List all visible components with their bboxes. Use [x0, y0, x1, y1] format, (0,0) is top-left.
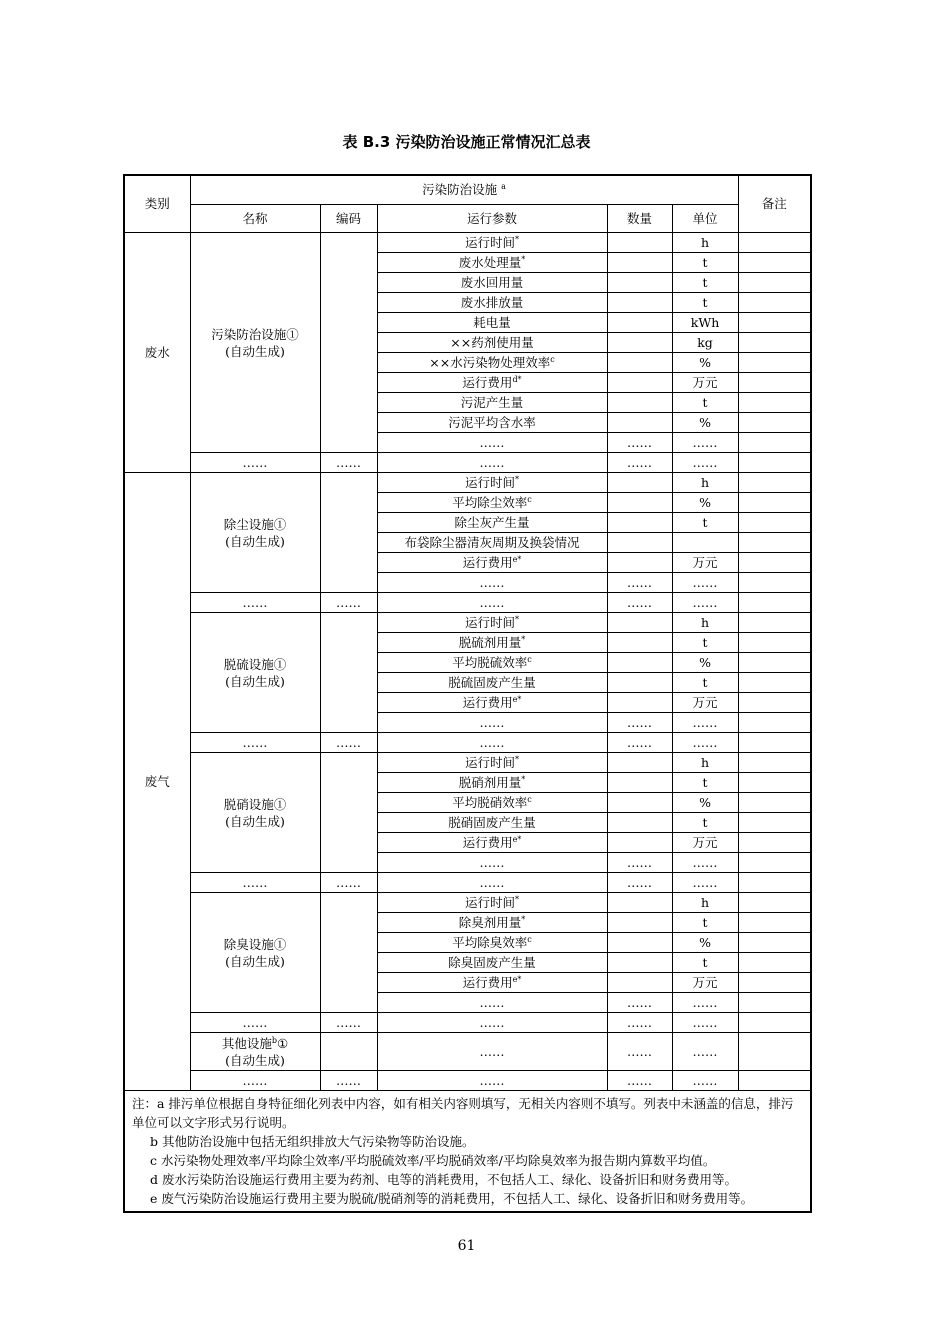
gas.dust-name-cell — [190, 473, 320, 593]
remark-cell — [738, 913, 811, 933]
qty-cell — [607, 373, 672, 393]
param-cell — [377, 293, 607, 313]
param-sup: * — [521, 774, 526, 784]
qty-cell — [607, 773, 672, 793]
name-ellipsis: …… — [190, 1071, 320, 1091]
remark-cell — [738, 593, 811, 613]
table-row — [124, 873, 811, 893]
param-sup: * — [515, 614, 519, 624]
unit-cell: t — [672, 953, 738, 973]
note-d: d 废水污染防治设施运行费用主要为药剂、电等的消耗费用，不包括人工、绿化、设备折旧和财务费用等。 — [150, 1172, 737, 1187]
code-ellipsis: …… — [320, 1071, 377, 1091]
code-ellipsis: …… — [320, 593, 377, 613]
qty-cell — [607, 253, 672, 273]
unit-ellipsis: …… — [672, 573, 738, 593]
remark-cell — [738, 1013, 811, 1033]
facility-summary-table — [123, 174, 812, 1213]
name-ellipsis: …… — [190, 593, 320, 613]
param-sup: e* — [512, 834, 522, 844]
remark-cell — [738, 573, 811, 593]
remark-cell — [738, 313, 811, 333]
unit-cell: kWh — [672, 313, 738, 333]
table-row — [124, 733, 811, 753]
param-cell — [377, 913, 607, 933]
param-label: 废水回用量 — [460, 274, 524, 290]
param-label: 运行费用 — [462, 554, 513, 570]
remark-cell — [738, 493, 811, 513]
param-label: 污泥产生量 — [460, 394, 524, 410]
gas.other-facility-name: 其他设施 — [221, 1035, 272, 1051]
unit-ellipsis: …… — [672, 853, 738, 873]
param-label: 平均除臭效率 — [452, 934, 528, 950]
param-ellipsis: …… — [377, 993, 607, 1013]
unit-ellipsis: …… — [672, 993, 738, 1013]
unit-cell: 万元 — [672, 973, 738, 993]
header-code: 编码 — [320, 205, 377, 233]
qty-ellipsis: …… — [607, 733, 672, 753]
header-param: 运行参数 — [377, 205, 607, 233]
code-cell — [320, 233, 377, 453]
name-ellipsis: …… — [190, 453, 320, 473]
qty-cell — [607, 613, 672, 633]
page-number: 61 — [457, 1238, 476, 1254]
param-label: 脱硝剂用量 — [458, 774, 522, 790]
remark-cell — [738, 933, 811, 953]
qty-cell — [607, 393, 672, 413]
header-facility-group-sup: a — [501, 181, 506, 191]
unit-cell: h — [672, 893, 738, 913]
note-c: c 水污染物处理效率/平均除尘效率/平均脱硫效率/平均脱硝效率/平均除臭效率为报告期内算数平均值。 — [150, 1153, 716, 1168]
param-sup: c — [550, 354, 555, 364]
param-ellipsis: …… — [377, 853, 607, 873]
qty-cell — [607, 673, 672, 693]
remark-cell — [738, 513, 811, 533]
code-cell — [320, 473, 377, 593]
param-label: 耗电量 — [473, 314, 511, 330]
table-body — [124, 233, 811, 1213]
qty-cell — [607, 653, 672, 673]
category-gas: 废气 — [124, 473, 190, 1091]
unit-cell: % — [672, 493, 738, 513]
remark-cell — [738, 673, 811, 693]
table-row — [124, 1013, 811, 1033]
note-e: e 废气污染防治设施运行费用主要为脱硫/脱硝剂等的消耗费用，不包括人工、绿化、设备折旧和财务费用等。 — [150, 1191, 754, 1206]
param-ellipsis: …… — [377, 1013, 607, 1033]
remark-cell — [738, 453, 811, 473]
remark-cell — [738, 793, 811, 813]
param-cell — [377, 553, 607, 573]
param-label: 运行费用 — [462, 694, 513, 710]
param-cell — [377, 513, 607, 533]
table-row — [124, 893, 811, 913]
remark-cell — [738, 833, 811, 853]
gas.dust-auto-label: (自动生成) — [225, 533, 285, 549]
gas.denitr-name-cell — [190, 753, 320, 873]
qty-cell — [607, 553, 672, 573]
param-cell — [377, 673, 607, 693]
param-label: 运行费用 — [462, 834, 513, 850]
unit-cell: t — [672, 393, 738, 413]
param-cell — [377, 313, 607, 333]
table-row — [124, 473, 811, 493]
param-cell — [377, 933, 607, 953]
qty-cell — [607, 233, 672, 253]
unit-cell: t — [672, 513, 738, 533]
param-cell — [377, 233, 607, 253]
param-sup: e* — [512, 554, 522, 564]
param-ellipsis: …… — [377, 873, 607, 893]
param-label: ××水污染物处理效率 — [429, 354, 551, 370]
qty-ellipsis: …… — [607, 853, 672, 873]
qty-ellipsis: …… — [607, 1033, 672, 1071]
table-row — [124, 453, 811, 473]
unit-cell: % — [672, 653, 738, 673]
param-sup: * — [515, 234, 519, 244]
param-sup: * — [521, 914, 526, 924]
water-name-cell — [190, 233, 320, 453]
remark-cell — [738, 273, 811, 293]
unit-ellipsis: …… — [672, 1033, 738, 1071]
table-row — [124, 753, 811, 773]
remark-cell — [738, 333, 811, 353]
param-cell — [377, 893, 607, 913]
unit-cell: 万元 — [672, 833, 738, 853]
remark-cell — [738, 413, 811, 433]
gas.denitr-facility-name: 脱硝设施① — [223, 796, 287, 812]
param-label: 脱硫剂用量 — [458, 634, 522, 650]
remark-cell — [738, 653, 811, 673]
unit-cell: h — [672, 753, 738, 773]
unit-cell: t — [672, 913, 738, 933]
qty-cell — [607, 513, 672, 533]
code-ellipsis: …… — [320, 733, 377, 753]
param-cell — [377, 373, 607, 393]
qty-cell — [607, 813, 672, 833]
param-label: 除臭固废产生量 — [448, 954, 536, 970]
param-sup: c — [527, 934, 532, 944]
remark-cell — [738, 1071, 811, 1091]
qty-cell — [607, 413, 672, 433]
param-sup: * — [521, 634, 526, 644]
param-cell — [377, 753, 607, 773]
code-cell — [320, 1033, 377, 1071]
unit-ellipsis: …… — [672, 713, 738, 733]
param-label: ××药剂使用量 — [450, 334, 534, 350]
remark-cell — [738, 973, 811, 993]
param-label: 废水处理量 — [458, 254, 522, 270]
gas.deodor-name-cell — [190, 893, 320, 1013]
remark-cell — [738, 873, 811, 893]
param-label: 运行时间 — [464, 614, 515, 630]
qty-cell — [607, 833, 672, 853]
remark-cell — [738, 753, 811, 773]
remark-cell — [738, 553, 811, 573]
param-cell — [377, 833, 607, 853]
param-label: 运行费用 — [462, 374, 513, 390]
param-ellipsis: …… — [377, 733, 607, 753]
param-ellipsis: …… — [377, 453, 607, 473]
param-cell — [377, 493, 607, 513]
unit-cell: % — [672, 413, 738, 433]
gas.other-facility-mark: ① — [276, 1035, 289, 1051]
gas.desulf-name-cell — [190, 613, 320, 733]
param-label: 运行时间 — [464, 474, 515, 490]
header-qty: 数量 — [607, 205, 672, 233]
qty-cell — [607, 493, 672, 513]
qty-ellipsis: …… — [607, 1013, 672, 1033]
param-label: 运行时间 — [464, 754, 515, 770]
code-ellipsis: …… — [320, 453, 377, 473]
remark-cell — [738, 293, 811, 313]
unit-cell — [672, 533, 738, 553]
param-ellipsis: …… — [377, 593, 607, 613]
code-cell — [320, 613, 377, 733]
table-notes — [124, 1091, 811, 1213]
param-cell — [377, 413, 607, 433]
qty-cell — [607, 753, 672, 773]
param-sup: * — [515, 474, 519, 484]
qty-ellipsis: …… — [607, 873, 672, 893]
param-label: 布袋除尘器清灰周期及换袋情况 — [404, 534, 580, 550]
remark-cell — [738, 373, 811, 393]
note-b: b 其他防治设施中包括无组织排放大气污染物等防治设施。 — [150, 1134, 475, 1149]
param-label: 平均脱硫效率 — [452, 654, 528, 670]
qty-ellipsis: …… — [607, 593, 672, 613]
param-label: 脱硫固废产生量 — [448, 674, 536, 690]
qty-cell — [607, 533, 672, 553]
param-label: 平均脱硝效率 — [452, 794, 528, 810]
header-name: 名称 — [190, 205, 320, 233]
unit-cell: t — [672, 633, 738, 653]
param-cell — [377, 973, 607, 993]
table-row — [124, 613, 811, 633]
param-sup: e* — [512, 694, 522, 704]
param-label: 脱硝固废产生量 — [448, 814, 536, 830]
qty-cell — [607, 953, 672, 973]
qty-cell — [607, 893, 672, 913]
qty-cell — [607, 473, 672, 493]
code-ellipsis: …… — [320, 873, 377, 893]
param-cell — [377, 813, 607, 833]
unit-cell: t — [672, 293, 738, 313]
remark-cell — [738, 693, 811, 713]
qty-cell — [607, 353, 672, 373]
param-cell — [377, 773, 607, 793]
unit-ellipsis: …… — [672, 453, 738, 473]
qty-cell — [607, 633, 672, 653]
remark-cell — [738, 533, 811, 553]
param-cell — [377, 533, 607, 553]
unit-ellipsis: …… — [672, 433, 738, 453]
gas.deodor-auto-label: (自动生成) — [225, 953, 285, 969]
qty-ellipsis: …… — [607, 573, 672, 593]
code-cell — [320, 893, 377, 1013]
remark-cell — [738, 473, 811, 493]
table-row — [124, 233, 811, 253]
gas.other-facility-sup: b — [271, 1035, 277, 1045]
qty-ellipsis: …… — [607, 993, 672, 1013]
unit-cell: t — [672, 813, 738, 833]
gas.other-auto-label: (自动生成) — [225, 1052, 285, 1068]
param-ellipsis: …… — [377, 1033, 607, 1071]
param-cell — [377, 393, 607, 413]
qty-ellipsis: …… — [607, 713, 672, 733]
header-facility-group — [190, 175, 738, 205]
gas.denitr-auto-label: (自动生成) — [225, 813, 285, 829]
table-title: 表 B.3 污染防治设施正常情况汇总表 — [342, 133, 591, 151]
qty-cell — [607, 913, 672, 933]
gas.deodor-facility-name: 除臭设施① — [223, 936, 287, 952]
name-ellipsis: …… — [190, 873, 320, 893]
param-ellipsis: …… — [377, 433, 607, 453]
name-ellipsis: …… — [190, 733, 320, 753]
unit-cell: h — [672, 233, 738, 253]
param-label: 废水排放量 — [460, 294, 524, 310]
param-cell — [377, 953, 607, 973]
water-auto-label: (自动生成) — [225, 343, 285, 359]
category-water: 废水 — [124, 233, 190, 473]
remark-cell — [738, 233, 811, 253]
remark-cell — [738, 613, 811, 633]
param-cell — [377, 633, 607, 653]
param-sup: d* — [512, 374, 522, 384]
unit-cell: t — [672, 273, 738, 293]
param-label: 运行时间 — [464, 234, 515, 250]
param-sup: e* — [512, 974, 522, 984]
qty-cell — [607, 273, 672, 293]
name-ellipsis: …… — [190, 1013, 320, 1033]
gas.other-name-cell — [190, 1033, 320, 1071]
remark-cell — [738, 893, 811, 913]
param-ellipsis: …… — [377, 573, 607, 593]
remark-cell — [738, 393, 811, 413]
unit-cell: 万元 — [672, 373, 738, 393]
param-sup: c — [527, 794, 532, 804]
remark-cell — [738, 353, 811, 373]
param-sup: c — [527, 654, 532, 664]
param-sup: * — [515, 894, 519, 904]
param-cell — [377, 333, 607, 353]
unit-cell: t — [672, 673, 738, 693]
qty-cell — [607, 313, 672, 333]
remark-cell — [738, 853, 811, 873]
remark-cell — [738, 733, 811, 753]
param-label: 除臭剂用量 — [458, 914, 522, 930]
param-cell — [377, 793, 607, 813]
param-label: 污泥平均含水率 — [448, 414, 536, 430]
unit-cell: h — [672, 473, 738, 493]
unit-cell: 万元 — [672, 553, 738, 573]
unit-cell: t — [672, 773, 738, 793]
param-cell — [377, 353, 607, 373]
param-label: 除尘灰产生量 — [454, 514, 530, 530]
unit-cell: 万元 — [672, 693, 738, 713]
qty-cell — [607, 933, 672, 953]
gas.desulf-auto-label: (自动生成) — [225, 673, 285, 689]
unit-ellipsis: …… — [672, 593, 738, 613]
param-label: 平均除尘效率 — [452, 494, 528, 510]
unit-ellipsis: …… — [672, 733, 738, 753]
header-remark: 备注 — [738, 175, 811, 233]
table-row — [124, 1071, 811, 1091]
unit-ellipsis: …… — [672, 1071, 738, 1091]
remark-cell — [738, 1033, 811, 1071]
qty-ellipsis: …… — [607, 453, 672, 473]
water-facility-name: 污染防治设施① — [211, 326, 299, 342]
param-label: 运行时间 — [464, 894, 515, 910]
qty-cell — [607, 293, 672, 313]
table-row — [124, 593, 811, 613]
remark-cell — [738, 253, 811, 273]
unit-cell: % — [672, 793, 738, 813]
param-ellipsis: …… — [377, 713, 607, 733]
gas.desulf-facility-name: 脱硫设施① — [223, 656, 287, 672]
param-cell — [377, 653, 607, 673]
qty-ellipsis: …… — [607, 1071, 672, 1091]
unit-ellipsis: …… — [672, 1013, 738, 1033]
remark-cell — [738, 813, 811, 833]
param-label: 运行费用 — [462, 974, 513, 990]
header-unit: 单位 — [672, 205, 738, 233]
code-cell — [320, 753, 377, 873]
qty-cell — [607, 693, 672, 713]
remark-cell — [738, 773, 811, 793]
param-cell — [377, 613, 607, 633]
param-ellipsis: …… — [377, 1071, 607, 1091]
param-sup: * — [515, 754, 519, 764]
param-cell — [377, 273, 607, 293]
gas.dust-facility-name: 除尘设施① — [223, 516, 287, 532]
param-cell — [377, 693, 607, 713]
remark-cell — [738, 633, 811, 653]
qty-cell — [607, 973, 672, 993]
qty-ellipsis: …… — [607, 433, 672, 453]
param-cell — [377, 253, 607, 273]
header-category: 类别 — [124, 175, 190, 233]
unit-cell: % — [672, 933, 738, 953]
remark-cell — [738, 713, 811, 733]
param-sup: * — [521, 254, 526, 264]
unit-cell: % — [672, 353, 738, 373]
note-a: 注：a 排污单位根据自身特征细化列表中内容，如有相关内容则填写，无相关内容则不填写。列表中未涵盖的信息，排污单位可以文字形式另行说明。 — [132, 1096, 794, 1130]
code-ellipsis: …… — [320, 1013, 377, 1033]
param-sup: c — [527, 494, 532, 504]
unit-ellipsis: …… — [672, 873, 738, 893]
remark-cell — [738, 953, 811, 973]
param-cell — [377, 473, 607, 493]
table-row-other — [124, 1033, 811, 1071]
unit-cell: t — [672, 253, 738, 273]
unit-cell: h — [672, 613, 738, 633]
unit-cell: kg — [672, 333, 738, 353]
header-facility-group-label: 污染防治设施 — [422, 182, 498, 197]
qty-cell — [607, 793, 672, 813]
remark-cell — [738, 993, 811, 1013]
qty-cell — [607, 333, 672, 353]
remark-cell — [738, 433, 811, 453]
